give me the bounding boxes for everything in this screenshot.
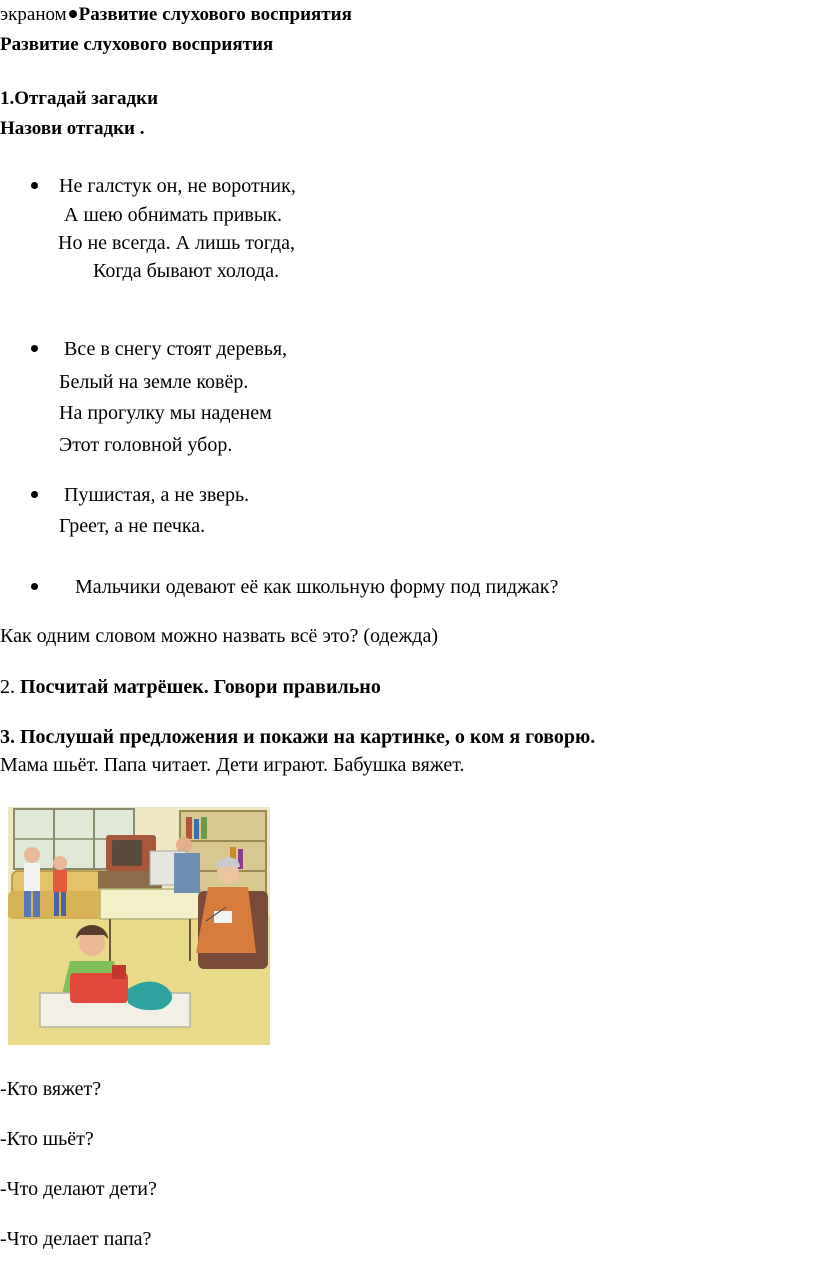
header-title: Развитие слухового восприятия	[78, 4, 352, 25]
task3-sentences: Мама шьёт. Папа читает. Дети играют. Бабушка вяжет.	[0, 754, 465, 776]
riddle-3-line-1: Пушистая, а не зверь.	[64, 484, 250, 506]
summary-question: Как одним словом можно назвать всё это? (одежда)	[0, 625, 439, 647]
header-line	[0, 4, 352, 26]
riddle-1-line-1: Не галстук он, не воротник,	[59, 175, 296, 197]
task2-text: Посчитай матрёшек. Говори правильно	[20, 676, 381, 698]
question-4: -Что делает папа?	[0, 1228, 152, 1250]
child-1	[24, 847, 40, 863]
riddle-2-line-2: Белый на земле ковёр.	[59, 371, 249, 393]
bullet-icon	[31, 491, 38, 498]
table	[100, 889, 200, 919]
bullet-icon	[31, 583, 38, 590]
riddle-2-line-1: Все в снегу стоят деревья,	[64, 338, 288, 360]
question-3: -Что делают дети?	[0, 1178, 157, 1200]
riddle-1-line-4: Когда бывают холода.	[93, 260, 280, 282]
riddle-2-line-3: На прогулку мы наденем	[59, 402, 272, 424]
riddle-1-line-2: А шею обнимать привык.	[64, 204, 282, 226]
question-1: -Кто вяжет?	[0, 1078, 102, 1100]
task2-number: 2.	[0, 676, 15, 698]
riddle-4-line-1: Мальчики одевают её как школьную форму под пиджак?	[75, 576, 559, 598]
question-2: -Кто шьёт?	[0, 1128, 94, 1150]
riddle-1-line-3: Но не всегда. А лишь тогда,	[58, 232, 295, 254]
riddle-2-line-4: Этот головной убор.	[59, 434, 233, 456]
bullet-icon	[31, 182, 38, 189]
task2-line	[0, 675, 381, 699]
bullet-icon	[69, 10, 77, 18]
child-2	[53, 856, 67, 870]
riddle-3-line-2: Греет, а не печка.	[59, 515, 206, 537]
bullet-icon	[31, 345, 38, 352]
task1-subheading: Назови отгадки .	[0, 118, 145, 139]
task3-heading: 3. Послушай предложения и покажи на картинке, о ком я говорю.	[0, 726, 596, 748]
header-prefix: экраном	[0, 4, 67, 25]
task1-heading: 1.Отгадай загадки	[0, 88, 159, 109]
page-title: Развитие слухового восприятия	[0, 34, 274, 55]
family-illustration	[0, 803, 274, 1053]
